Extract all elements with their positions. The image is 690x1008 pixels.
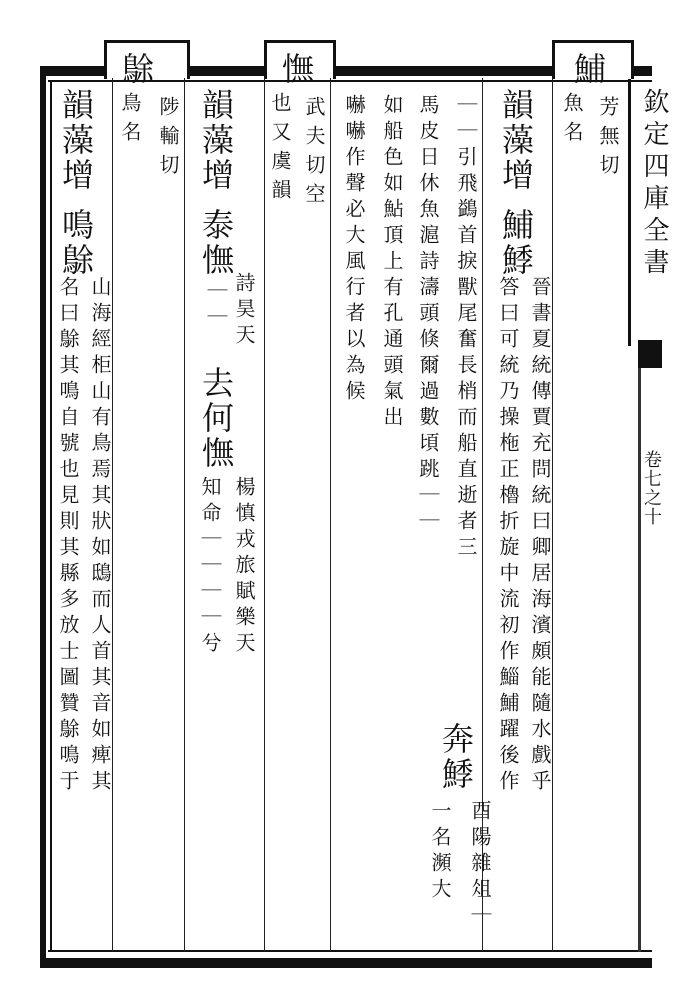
wu-phrase: 泰憮	[197, 208, 235, 278]
wu-text-col-1: 楊慎戎旅賦樂天	[232, 476, 256, 658]
headword-wu: 憮	[277, 52, 315, 87]
fu-phrase: 鯆鯚	[497, 208, 535, 278]
wu-text-note: 詩昊天	[232, 272, 256, 350]
book-title: 欽定四庫全書	[639, 88, 669, 280]
fu-text-col-1: 晉書夏統傳賈充問統曰卿居海濱頗能隨水戲乎	[528, 276, 552, 796]
frame-left-border	[40, 66, 46, 968]
column-rule	[264, 78, 265, 952]
fu-text-col-5: 如船色如鮎頂上有孔通頭氣出	[380, 94, 404, 432]
jin-text-col-2: 名曰鵌其鳴自號也見則其縣多放士圖贊鵌鳴于	[56, 276, 80, 796]
wu-text-marks: ｜｜	[204, 280, 228, 332]
wu-reading: 武夫切空	[302, 96, 326, 212]
wu-gloss: 也又虞韻	[268, 92, 292, 208]
headword-fu: 鯆	[569, 52, 607, 87]
jin-phrase: 鳴鵌	[57, 208, 95, 278]
jin-source-heading: 韻藻增	[57, 88, 95, 193]
wu-source-heading: 韻藻增	[197, 88, 235, 193]
frame-right-lower-border	[638, 356, 641, 952]
headword-jin: 鵌	[117, 52, 155, 87]
frame-bottom-border	[40, 958, 652, 968]
column-rule	[112, 78, 113, 952]
frame-right-border	[628, 40, 631, 346]
fu-reading: 芳無切	[596, 96, 620, 183]
fu-text-col-4: 馬皮日休魚滬詩濤頭倏爾過數頃跳｜｜	[416, 94, 440, 536]
fu-text-col-3: ｜｜引飛鷁首捩獸尾奮長梢而船直逝者三	[454, 94, 478, 562]
column-rule	[184, 78, 185, 952]
fu-text-col-3b: 酉陽雜俎｜	[468, 800, 492, 930]
frame-left-inner-border	[50, 80, 52, 952]
fu-text-col-6: 嚇嚇作聲必大風行者以為候	[342, 94, 366, 406]
column-rule	[330, 78, 331, 952]
frame-bottom-inner-border	[48, 950, 652, 952]
jin-text-col-1: 山海經柜山有鳥焉其狀如鴟而人首其音如痺其	[88, 276, 112, 796]
volume-label: 卷七之十	[641, 450, 662, 526]
fu-text-col-2: 答曰可統乃操柂正櫓折旋中流初作鯔鯆躍後作	[496, 276, 520, 796]
wu-text-col-2: 知命｜｜｜｜兮	[198, 476, 222, 658]
fu-phrase-2: 奔鯚	[437, 722, 475, 792]
jin-gloss: 鳥名	[118, 92, 142, 150]
fu-source-heading: 韻藻增	[497, 88, 535, 193]
column-rule	[552, 78, 553, 952]
fish-tail-mark	[638, 340, 662, 368]
fu-gloss: 魚名	[560, 92, 584, 150]
jin-reading: 陟輸切	[156, 96, 180, 183]
fu-text-col-4b: 一名瀕大	[428, 800, 452, 904]
wu-phrase-2: 去何憮	[197, 366, 235, 471]
